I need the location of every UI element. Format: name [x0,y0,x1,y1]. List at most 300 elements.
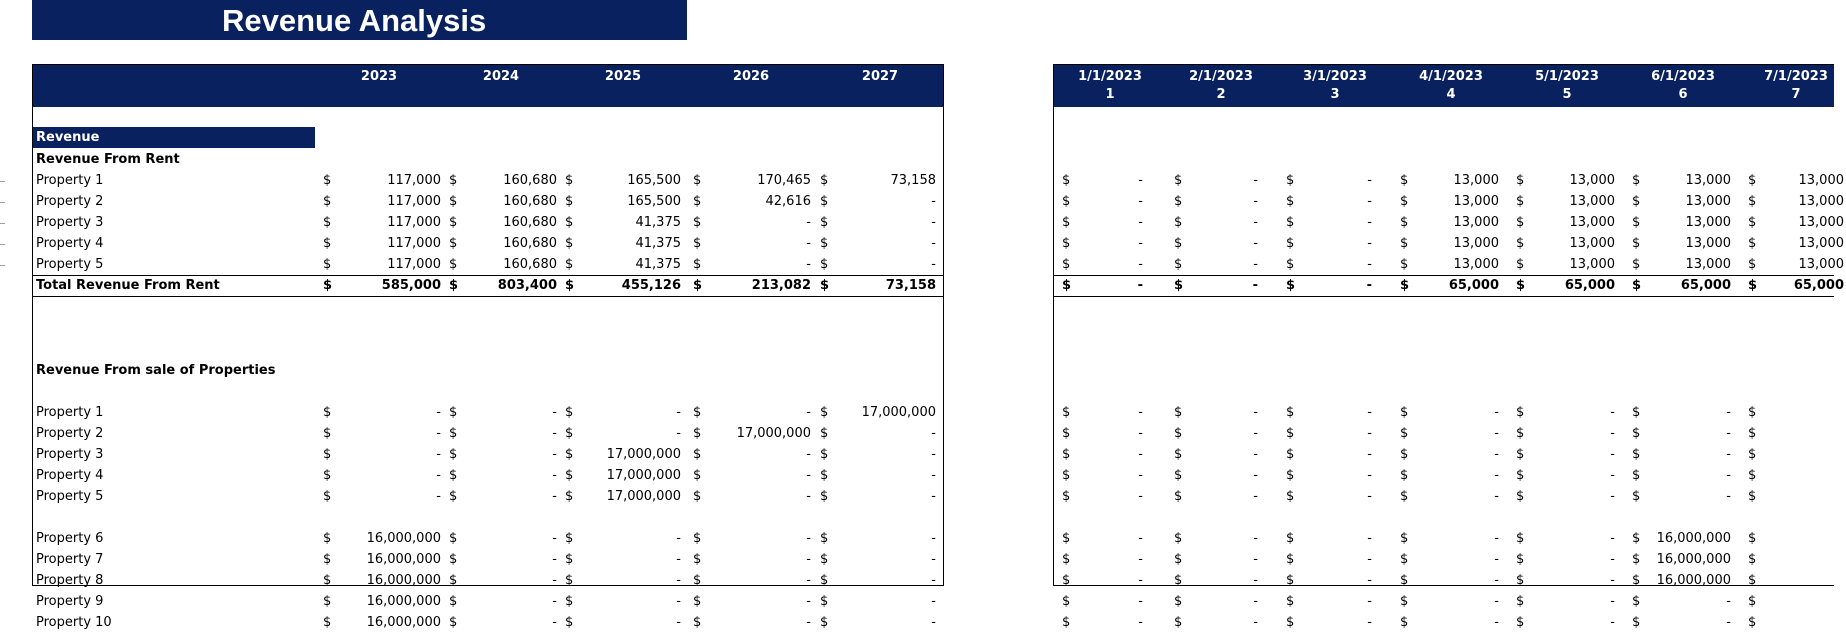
table-row[interactable] [33,465,943,486]
year-header[interactable]: 2023 [360,69,398,84]
currency-symbol: $ [1516,405,1525,420]
cell-value[interactable]: 13,000 [1453,236,1499,251]
cell-value[interactable]: 13,000 [1453,215,1499,230]
currency-symbol: $ [1632,447,1641,462]
cell-value[interactable]: - [931,573,936,588]
cell-value[interactable]: - [931,194,936,209]
table-row[interactable] [33,254,943,275]
cell-value[interactable]: - [806,552,811,567]
table-row[interactable] [33,212,943,233]
currency-symbol: $ [1516,278,1526,293]
table-row[interactable] [1054,170,1844,191]
cell-value[interactable]: 17,000,000 [736,426,811,441]
currency-symbol: $ [1632,468,1641,483]
cell-value[interactable]: - [552,447,557,462]
cell-value[interactable]: - [676,531,681,546]
cell-value[interactable]: - [1610,552,1615,567]
currency-symbol: $ [323,594,332,609]
cell-value[interactable]: - [1138,405,1143,420]
currency-symbol: $ [1286,531,1295,546]
currency-symbol: $ [565,405,574,420]
cell-value[interactable]: - [806,236,811,251]
cell-value[interactable]: - [1494,447,1499,462]
period-number-header[interactable]: 2 [1216,87,1226,102]
cell-value[interactable]: 17,000,000 [606,447,681,462]
row-label: Property 5 [36,257,104,272]
table-row[interactable] [1054,549,1834,570]
cell-value[interactable]: - [1138,615,1143,630]
currency-symbol: $ [1062,447,1071,462]
cell-value[interactable]: 160,680 [503,194,557,209]
cell-value[interactable]: 13,000 [1798,173,1844,188]
currency-symbol: $ [1062,489,1071,504]
cell-value[interactable]: - [1367,194,1372,209]
cell-value[interactable]: - [1138,447,1143,462]
table-row[interactable] [1054,465,1834,486]
cell-value[interactable]: - [806,489,811,504]
table-row[interactable] [33,233,943,254]
cell-value[interactable]: 165,500 [627,194,681,209]
cell-value[interactable]: - [676,552,681,567]
cell-value[interactable]: - [931,531,936,546]
currency-symbol: $ [1632,531,1641,546]
cell-value[interactable]: - [1367,236,1372,251]
table-row[interactable] [33,444,943,465]
cell-value[interactable]: - [552,573,557,588]
cell-value[interactable]: - [1726,594,1731,609]
table-row[interactable] [1054,402,1834,423]
cell-value[interactable]: - [1494,426,1499,441]
currency-symbol: $ [449,236,458,251]
group-label-text: Revenue From sale of Properties [36,363,276,378]
cell-value[interactable]: - [436,447,441,462]
cell-value[interactable]: - [1253,173,1258,188]
table-row[interactable] [33,591,943,612]
cell-value[interactable]: - [1726,489,1731,504]
cell-value[interactable]: - [1610,468,1615,483]
cell-value[interactable]: - [1253,615,1258,630]
cell-value[interactable]: 160,680 [503,215,557,230]
table-row[interactable] [1054,233,1844,254]
cell-value[interactable]: - [1726,447,1731,462]
currency-symbol: $ [820,215,829,230]
cell-value[interactable]: - [1253,194,1258,209]
cell-value[interactable]: - [1253,426,1258,441]
gridline-tick [0,244,5,245]
period-number-header[interactable]: 6 [1678,87,1688,102]
currency-symbol: $ [820,468,829,483]
section-header-revenue[interactable] [33,127,315,148]
cell-value[interactable]: - [436,468,441,483]
currency-symbol: $ [565,531,574,546]
cell-value[interactable]: - [1138,426,1143,441]
cell-value[interactable]: 41,375 [635,215,681,230]
cell-value[interactable]: 16,000,000 [366,615,441,630]
period-number-header[interactable]: 5 [1562,87,1572,102]
cell-value[interactable]: - [436,405,441,420]
cell-value[interactable]: - [552,468,557,483]
table-row[interactable] [33,570,943,591]
cell-value[interactable]: 16,000,000 [366,552,441,567]
cell-value[interactable]: 13,000 [1685,257,1731,272]
table-row[interactable] [1054,212,1844,233]
cell-value[interactable]: - [1610,447,1615,462]
cell-value[interactable]: - [1726,615,1731,630]
cell-value[interactable]: - [1610,531,1615,546]
cell-value[interactable]: - [1253,236,1258,251]
cell-value[interactable]: - [1253,447,1258,462]
currency-symbol: $ [323,552,332,567]
cell-value[interactable]: 13,000 [1569,215,1615,230]
cell-value[interactable]: 13,000 [1569,173,1615,188]
cell-value[interactable]: - [1366,278,1372,293]
currency-symbol: $ [1286,278,1296,293]
cell-value[interactable]: - [552,615,557,630]
table-row[interactable] [1054,612,1834,633]
period-date-header[interactable]: 5/1/2023 [1535,69,1599,84]
cell-value[interactable]: 585,000 [381,278,441,293]
currency-symbol: $ [1748,573,1757,588]
cell-value[interactable]: - [1367,468,1372,483]
currency-symbol: $ [323,531,332,546]
cell-value[interactable]: 13,000 [1685,173,1731,188]
currency-symbol: $ [1400,552,1409,567]
currency-symbol: $ [323,468,332,483]
cell-value[interactable]: - [552,594,557,609]
currency-symbol: $ [1516,531,1525,546]
currency-symbol: $ [693,236,702,251]
total-row-border [1054,296,1834,297]
cell-value[interactable]: 17,000,000 [606,489,681,504]
cell-value[interactable]: - [806,215,811,230]
cell-value[interactable]: 65,000 [1793,278,1844,293]
cell-value[interactable]: 160,680 [503,257,557,272]
cell-value[interactable]: - [1610,405,1615,420]
currency-symbol: $ [1632,594,1641,609]
cell-value[interactable]: 13,000 [1453,257,1499,272]
currency-symbol: $ [693,447,702,462]
period-date-header[interactable]: 1/1/2023 [1078,69,1142,84]
cell-value[interactable]: - [1367,447,1372,462]
cell-value[interactable]: - [1252,278,1258,293]
cell-value[interactable]: 65,000 [1448,278,1499,293]
cell-value[interactable]: - [1494,531,1499,546]
cell-value[interactable]: 13,000 [1685,194,1731,209]
cell-value[interactable]: - [1253,468,1258,483]
table-row[interactable] [1054,570,1834,591]
row-label: Property 6 [36,531,104,546]
cell-value[interactable]: 213,082 [751,278,811,293]
currency-symbol: $ [1286,594,1295,609]
cell-value[interactable]: 65,000 [1680,278,1731,293]
cell-value[interactable]: - [552,552,557,567]
currency-symbol: $ [820,194,829,209]
cell-value[interactable]: - [1138,489,1143,504]
currency-symbol: $ [1516,257,1525,272]
cell-value[interactable]: - [676,573,681,588]
cell-value[interactable]: - [1367,489,1372,504]
currency-symbol: $ [565,426,574,441]
cell-value[interactable]: - [1253,594,1258,609]
cell-value[interactable]: 41,375 [635,257,681,272]
cell-value[interactable]: 117,000 [387,194,441,209]
cell-value[interactable]: 73,158 [885,278,936,293]
table-row[interactable] [33,486,943,507]
table-row[interactable] [1054,191,1844,212]
currency-symbol: $ [1400,173,1409,188]
period-date-header[interactable]: 7/1/2023 [1764,69,1828,84]
cell-value[interactable]: 65,000 [1564,278,1615,293]
currency-symbol: $ [323,615,332,630]
cell-value[interactable]: - [1610,594,1615,609]
year-header[interactable]: 2027 [861,69,899,84]
table-row[interactable] [33,170,943,191]
period-number-header[interactable]: 3 [1330,87,1340,102]
table-row[interactable] [33,549,943,570]
year-header[interactable]: 2024 [482,69,520,84]
period-number-header[interactable]: 7 [1791,87,1801,102]
cell-value[interactable]: 117,000 [387,236,441,251]
cell-value[interactable]: - [931,468,936,483]
cell-value[interactable]: 170,465 [757,173,811,188]
cell-value[interactable]: - [436,426,441,441]
period-date-header[interactable]: 3/1/2023 [1303,69,1367,84]
cell-value[interactable]: - [1494,489,1499,504]
cell-value[interactable]: - [1138,573,1143,588]
currency-symbol: $ [1174,278,1184,293]
cell-value[interactable]: 16,000,000 [366,594,441,609]
cell-value[interactable]: - [1253,552,1258,567]
table-row[interactable] [33,402,943,423]
cell-value[interactable]: - [931,257,936,272]
currency-symbol: $ [323,194,332,209]
currency-symbol: $ [1062,215,1071,230]
cell-value[interactable]: - [676,594,681,609]
cell-value[interactable]: - [806,573,811,588]
cell-value[interactable]: 16,000,000 [1656,531,1731,546]
cell-value[interactable]: - [931,215,936,230]
cell-value[interactable]: - [931,426,936,441]
cell-value[interactable]: 41,375 [635,236,681,251]
currency-symbol: $ [693,426,702,441]
cell-value[interactable]: - [931,552,936,567]
currency-symbol: $ [1174,257,1183,272]
row-label: Total Revenue From Rent [36,278,220,293]
cell-value[interactable]: 17,000,000 [861,405,936,420]
cell-value[interactable]: 455,126 [621,278,681,293]
currency-symbol: $ [1174,594,1183,609]
cell-value[interactable]: 803,400 [497,278,557,293]
currency-symbol: $ [565,215,574,230]
cell-value[interactable]: 73,158 [890,173,936,188]
cell-value[interactable]: - [1367,215,1372,230]
cell-value[interactable]: - [1138,531,1143,546]
currency-symbol: $ [820,573,829,588]
cell-value[interactable]: - [806,405,811,420]
cell-value[interactable]: - [1138,194,1143,209]
cell-value[interactable]: - [1367,573,1372,588]
cell-value[interactable]: - [1610,573,1615,588]
cell-value[interactable]: 16,000,000 [1656,552,1731,567]
currency-symbol: $ [1174,573,1183,588]
cell-value[interactable]: - [1138,215,1143,230]
table-row[interactable] [33,191,943,212]
cell-value[interactable]: 13,000 [1798,215,1844,230]
cell-value[interactable]: - [1610,489,1615,504]
cell-value[interactable]: - [552,426,557,441]
cell-value[interactable]: 16,000,000 [366,573,441,588]
cell-value[interactable]: - [1137,278,1143,293]
currency-symbol: $ [820,594,829,609]
cell-value[interactable]: - [1367,594,1372,609]
table-row[interactable] [1054,528,1834,549]
cell-value[interactable]: 17,000,000 [606,468,681,483]
cell-value[interactable]: 13,000 [1453,173,1499,188]
cell-value[interactable]: - [1610,426,1615,441]
cell-value[interactable]: - [1726,405,1731,420]
cell-value[interactable]: 165,500 [627,173,681,188]
currency-symbol: $ [1748,531,1757,546]
total-row[interactable] [1054,275,1844,296]
title-banner [32,0,687,40]
cell-value[interactable]: - [1367,426,1372,441]
cell-value[interactable]: 13,000 [1685,215,1731,230]
cell-value[interactable]: - [1494,552,1499,567]
cell-value[interactable]: - [931,236,936,251]
table-row[interactable] [1054,444,1834,465]
cell-value[interactable]: - [1138,552,1143,567]
cell-value[interactable]: 13,000 [1685,236,1731,251]
cell-value[interactable]: - [676,426,681,441]
cell-value[interactable]: - [1494,573,1499,588]
cell-value[interactable]: - [806,594,811,609]
total-row[interactable] [33,275,943,296]
cell-value[interactable]: 13,000 [1798,236,1844,251]
currency-symbol: $ [1400,215,1409,230]
currency-symbol: $ [1286,489,1295,504]
cell-value[interactable]: - [1253,215,1258,230]
table-row[interactable] [33,423,943,444]
table-row[interactable] [1054,254,1844,275]
cell-value[interactable]: - [806,447,811,462]
cell-value[interactable]: - [1494,405,1499,420]
cell-value[interactable]: - [1138,594,1143,609]
currency-symbol: $ [1286,236,1295,251]
cell-value[interactable]: - [676,405,681,420]
cell-value[interactable]: - [552,489,557,504]
currency-symbol: $ [693,552,702,567]
cell-value[interactable]: 16,000,000 [366,531,441,546]
row-label: Property 1 [36,173,104,188]
currency-symbol: $ [323,278,333,293]
cell-value[interactable]: - [1253,531,1258,546]
cell-value[interactable]: - [806,531,811,546]
cell-value[interactable]: - [1610,615,1615,630]
period-number-header[interactable]: 1 [1105,87,1115,102]
cell-value[interactable]: - [1253,257,1258,272]
cell-value[interactable]: - [1253,405,1258,420]
currency-symbol: $ [449,215,458,230]
cell-value[interactable]: 117,000 [387,215,441,230]
cell-value[interactable]: - [931,594,936,609]
cell-value[interactable]: 160,680 [503,236,557,251]
cell-value[interactable]: - [1138,236,1143,251]
table-row[interactable] [1054,423,1834,444]
cell-value[interactable]: - [1367,173,1372,188]
cell-value[interactable]: - [1494,468,1499,483]
currency-symbol: $ [820,173,829,188]
cell-value[interactable]: - [1367,531,1372,546]
cell-value[interactable]: - [1367,257,1372,272]
currency-symbol: $ [1400,236,1409,251]
currency-symbol: $ [820,236,829,251]
cell-value[interactable]: - [436,489,441,504]
currency-symbol: $ [449,531,458,546]
cell-value[interactable]: - [931,447,936,462]
row-label: Property 3 [36,447,104,462]
cell-value[interactable]: - [1494,615,1499,630]
cell-value[interactable]: 13,000 [1798,257,1844,272]
cell-value[interactable]: - [552,405,557,420]
cell-value[interactable]: 42,616 [765,194,811,209]
cell-value[interactable]: 13,000 [1569,257,1615,272]
currency-symbol: $ [1400,194,1409,209]
table-row[interactable] [33,612,943,633]
cell-value[interactable]: 160,680 [503,173,557,188]
cell-value[interactable]: - [1367,405,1372,420]
year-header[interactable]: 2025 [604,69,642,84]
cell-value[interactable]: - [931,615,936,630]
cell-value[interactable]: - [1367,615,1372,630]
cell-value[interactable]: - [1253,573,1258,588]
cell-value[interactable]: - [1726,426,1731,441]
cell-value[interactable]: 16,000,000 [1656,573,1731,588]
cell-value[interactable]: 13,000 [1453,194,1499,209]
table-row[interactable] [1054,486,1834,507]
currency-symbol: $ [449,615,458,630]
cell-value[interactable]: 117,000 [387,257,441,272]
cell-value[interactable]: 13,000 [1798,194,1844,209]
cell-value[interactable]: - [1138,257,1143,272]
period-number-header[interactable]: 4 [1446,87,1456,102]
cell-value[interactable]: - [1253,489,1258,504]
year-header[interactable]: 2026 [732,69,770,84]
currency-symbol: $ [820,257,829,272]
cell-value[interactable]: - [1726,468,1731,483]
cell-value[interactable]: 13,000 [1569,236,1615,251]
cell-value[interactable]: - [1138,173,1143,188]
cell-value[interactable]: 117,000 [387,173,441,188]
period-date-header[interactable]: 6/1/2023 [1651,69,1715,84]
table-row[interactable] [33,528,943,549]
cell-value[interactable]: - [1494,594,1499,609]
currency-symbol: $ [1748,552,1757,567]
cell-value[interactable]: - [676,615,681,630]
cell-value[interactable]: - [806,257,811,272]
cell-value[interactable]: 13,000 [1569,194,1615,209]
cell-value[interactable]: - [806,615,811,630]
total-row-border [33,296,943,297]
cell-value[interactable]: - [552,531,557,546]
cell-value[interactable]: - [1367,552,1372,567]
row-label: Property 5 [36,489,104,504]
cell-value[interactable]: - [806,468,811,483]
period-date-header[interactable]: 2/1/2023 [1189,69,1253,84]
period-date-header[interactable]: 4/1/2023 [1419,69,1483,84]
cell-value[interactable]: - [931,489,936,504]
cell-value[interactable]: - [1138,468,1143,483]
table-row[interactable] [1054,591,1834,612]
